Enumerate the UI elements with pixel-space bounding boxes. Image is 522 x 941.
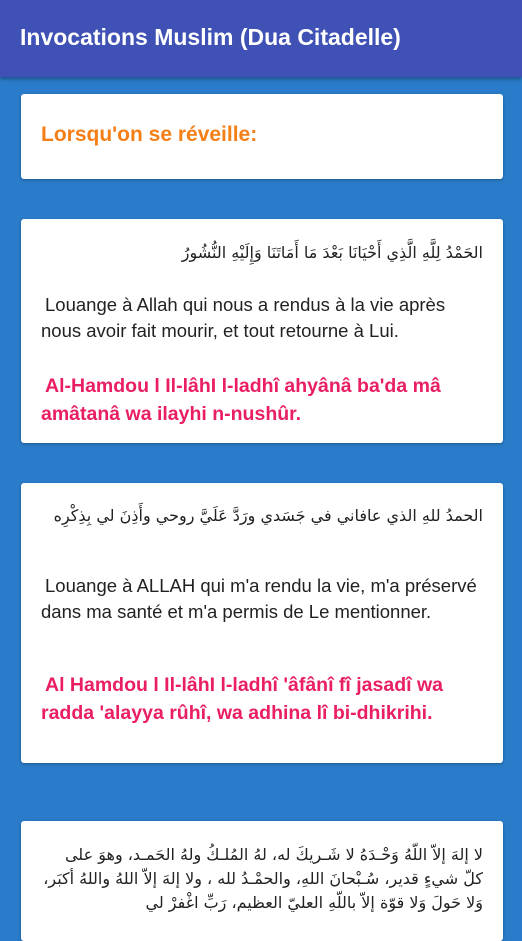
scroll-content[interactable] [0,77,522,912]
translation-text: Louange à Allah qui nous a rendus à la vie après nous avoir fait mourir, et tout retourne à Lui. [41,294,446,341]
transliteration-text: Al Hamdou l Il-lâhI l-ladhî 'âfânî fî jasadî wa radda 'alayya rûhî, wa adhina lî bi-dhikrihi. [41,674,443,724]
invocation-card[interactable] [21,821,503,941]
section-header-card [21,94,503,179]
invocation-card[interactable] [21,483,503,763]
section-title: Lorsqu'on se réveille: [41,123,258,146]
arabic-text: الحَمْدُ لِلَّهِ الَّذِي أَحْيَانَا بَعْدَ مَا أَمَاتَنَا وَإِلَيْهِ النُّشُورُ [181,243,483,262]
translation-text: Louange à ALLAH qui m'a rendu la vie, m'a préservé dans ma santé et m'a permis de Le mentionner. [41,575,477,622]
invocation-card[interactable] [21,219,503,443]
arabic-text: لا إلهَ إلاّ اللّهُ وَحْـدَهُ لا شَـريكَ له، لهُ المُلـكُ ولهُ الحَمـد، وهوَ على كلّ شيءٍ قدير، سُـبْحانَ اللهِ، والحمْـدُ لله ، ولا إلهَ إلاّ اللهُ واللهُ أكبَر، وَلا حَولَ وَلا قوّة إلاّ باللّهِ العليّ العظيم، رَبِّ اغْفرْ لي [43,845,483,912]
arabic-text: الحمدُ للهِ الذي عافاني في جَسَدي ورَدَّ عَلَيَّ روحي وأَذِنَ لي بِذِكْرِه [53,506,483,525]
transliteration-text: Al-Hamdou l Il-lâhI l-ladhî ahyânâ ba'da mâ amâtanâ wa ilayhi n-nushûr. [41,375,441,425]
app-title: Invocations Muslim (Dua Citadelle) [20,24,401,50]
app-bar [0,0,522,77]
